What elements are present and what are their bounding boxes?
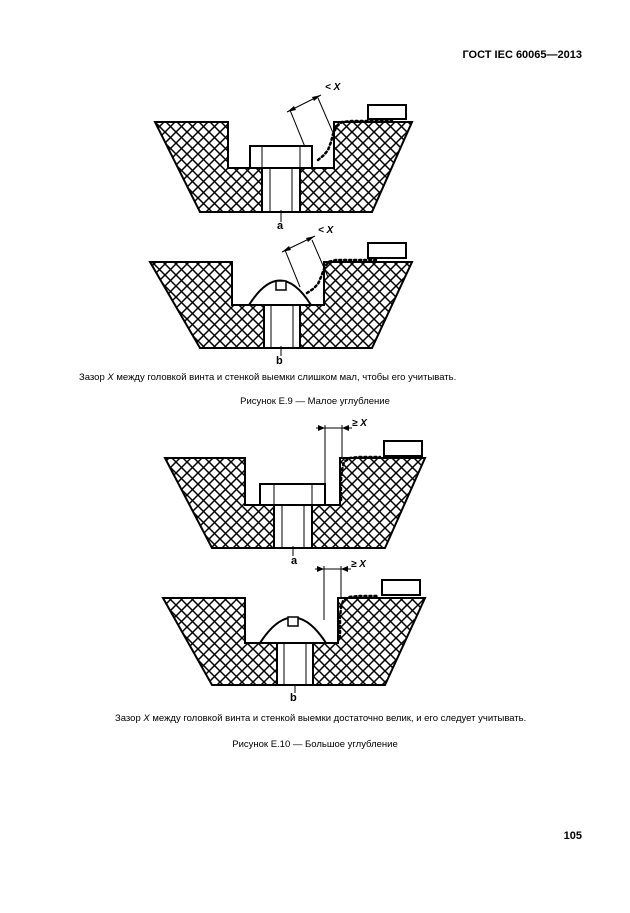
note-prefix: Зазор <box>79 372 105 383</box>
note-prefix: Зазор <box>115 713 141 724</box>
page-number: 105 <box>563 830 582 842</box>
note-variable: X <box>143 713 150 724</box>
figure-e9-note <box>79 372 456 383</box>
figure-e10-caption: Рисунок Е.10 — Большое углубление <box>232 739 398 750</box>
figure-e9-a-drawing <box>155 95 412 222</box>
figure-e9-b-label: b <box>276 355 283 367</box>
figure-e9-caption: Рисунок Е.9 — Малое углубление <box>240 396 390 407</box>
note-text: между головкой винта и стенкой выемки слишком мал, чтобы его учитывать. <box>116 372 457 383</box>
figure-e9-a-dimension-label: < X <box>325 82 341 93</box>
document-standard-header: ГОСТ IEC 60065—2013 <box>462 49 582 61</box>
figure-e10-a-label: a <box>291 555 298 567</box>
figure-e9-b-dimension-label: < X <box>318 225 334 236</box>
note-variable: X <box>107 372 114 383</box>
figure-e10-a-drawing <box>165 425 425 556</box>
figure-e10-a-dimension-label: ≥ X <box>352 418 367 429</box>
figure-e10-b-dimension-label: ≥ X <box>351 559 366 570</box>
figure-e10-note <box>115 713 526 724</box>
figure-e10-b-drawing <box>163 566 425 693</box>
note-text: между головкой винта и стенкой выемки достаточно велик, и его следует учитывать. <box>152 713 527 724</box>
figure-e9-a-label: a <box>277 220 284 232</box>
figure-e9-b-drawing <box>150 236 412 356</box>
figure-e10-b-label: b <box>290 692 297 704</box>
